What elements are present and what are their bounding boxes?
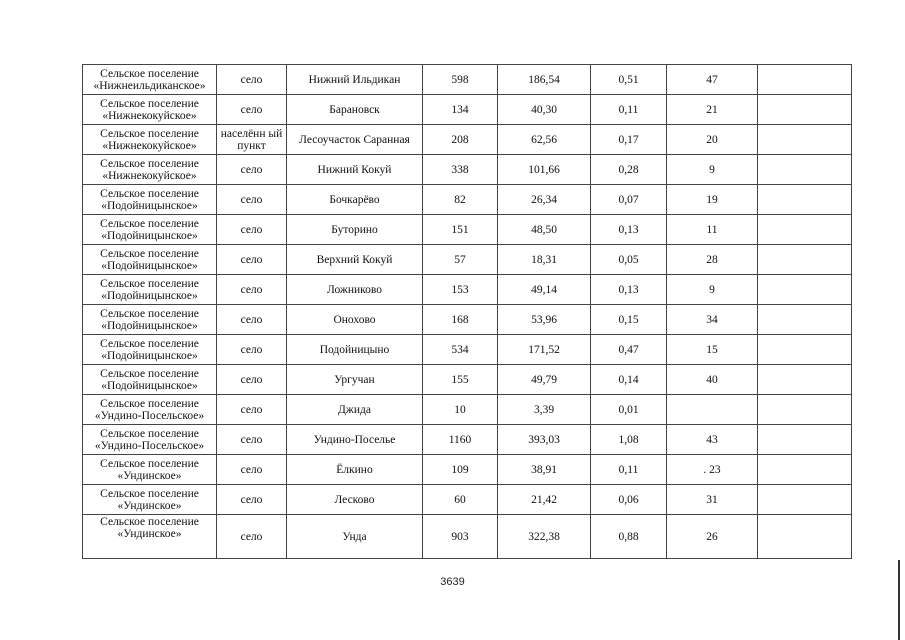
value-cell — [758, 215, 852, 245]
value-cell: 171,52 — [498, 335, 591, 365]
value-cell — [667, 395, 758, 425]
value-cell: 598 — [423, 65, 498, 95]
settlement-cell — [83, 95, 217, 125]
name-cell: Нижний Кокуй — [287, 155, 423, 185]
table-row — [83, 455, 852, 485]
settlement-line: «Подойницынское» — [101, 379, 198, 392]
settlement-cell — [83, 365, 217, 395]
value-cell: 10 — [423, 395, 498, 425]
value-cell: 47 — [667, 65, 758, 95]
settlement-cell — [83, 215, 217, 245]
table-row — [83, 425, 852, 455]
value-cell: 903 — [423, 515, 498, 559]
settlement-line: Сельское поселение — [100, 97, 199, 110]
table-row — [83, 185, 852, 215]
value-cell — [758, 485, 852, 515]
value-cell: 0,17 — [591, 125, 667, 155]
scan-edge-line — [898, 560, 900, 640]
name-cell: Онохово — [287, 305, 423, 335]
value-cell: 151 — [423, 215, 498, 245]
value-cell: 21 — [667, 95, 758, 125]
value-cell: 0,14 — [591, 365, 667, 395]
value-cell: 18,31 — [498, 245, 591, 275]
value-cell: 534 — [423, 335, 498, 365]
table-row — [83, 65, 852, 95]
settlement-cell — [83, 245, 217, 275]
value-cell — [758, 245, 852, 275]
value-cell: 34 — [667, 305, 758, 335]
settlement-line: «Нижнекокуйское» — [102, 139, 197, 152]
type-cell: село — [217, 305, 287, 335]
settlement-line: Сельское поселение — [100, 367, 199, 380]
value-cell: 40 — [667, 365, 758, 395]
type-cell: село — [217, 395, 287, 425]
value-cell: 49,14 — [498, 275, 591, 305]
name-cell: Лесково — [287, 485, 423, 515]
settlement-cell — [83, 515, 217, 559]
value-cell: 9 — [667, 155, 758, 185]
value-cell: 20 — [667, 125, 758, 155]
name-cell: Барановск — [287, 95, 423, 125]
settlement-line: «Ундинское» — [117, 499, 182, 512]
settlement-cell — [83, 455, 217, 485]
value-cell: 28 — [667, 245, 758, 275]
value-cell: 0,05 — [591, 245, 667, 275]
value-cell: 26 — [667, 515, 758, 559]
value-cell — [758, 65, 852, 95]
value-cell — [758, 515, 852, 559]
type-cell: село — [217, 515, 287, 559]
settlement-cell — [83, 155, 217, 185]
settlement-line: Сельское поселение — [100, 337, 199, 350]
value-cell: 0,88 — [591, 515, 667, 559]
table-row — [83, 155, 852, 185]
value-cell: 0,11 — [591, 95, 667, 125]
settlement-line: «Подойницынское» — [101, 349, 198, 362]
page-number: 3639 — [440, 576, 465, 588]
name-cell: Верхний Кокуй — [287, 245, 423, 275]
table-row — [83, 305, 852, 335]
table-row — [83, 245, 852, 275]
value-cell: 0,01 — [591, 395, 667, 425]
settlement-line: Сельское поселение — [100, 427, 199, 440]
type-cell: село — [217, 65, 287, 95]
value-cell: 1160 — [423, 425, 498, 455]
table-row — [83, 485, 852, 515]
value-cell: 21,42 — [498, 485, 591, 515]
value-cell: 0,51 — [591, 65, 667, 95]
name-cell: Ургучан — [287, 365, 423, 395]
value-cell: 40,30 — [498, 95, 591, 125]
type-cell: село — [217, 155, 287, 185]
name-cell: Лесоучасток Саранная — [287, 125, 423, 155]
value-cell — [758, 455, 852, 485]
value-cell: 11 — [667, 215, 758, 245]
table-row — [83, 365, 852, 395]
settlement-line: «Подойницынское» — [101, 199, 198, 212]
value-cell: 0,07 — [591, 185, 667, 215]
value-cell — [758, 95, 852, 125]
value-cell — [758, 275, 852, 305]
value-cell: 62,56 — [498, 125, 591, 155]
value-cell: 322,38 — [498, 515, 591, 559]
name-cell: Нижний Ильдикан — [287, 65, 423, 95]
name-cell: Ёлкино — [287, 455, 423, 485]
settlements-table — [82, 64, 852, 559]
settlement-line: Сельское поселение — [100, 277, 199, 290]
value-cell — [758, 335, 852, 365]
settlement-line: «Ундинское» — [117, 528, 182, 540]
value-cell: 49,79 — [498, 365, 591, 395]
table-row — [83, 515, 852, 559]
value-cell: 0,11 — [591, 455, 667, 485]
type-cell: село — [217, 455, 287, 485]
type-cell: село — [217, 275, 287, 305]
value-cell: 38,91 — [498, 455, 591, 485]
settlement-line: Сельское поселение — [100, 217, 199, 230]
settlement-line: Сельское поселение — [100, 127, 199, 140]
value-cell: 101,66 — [498, 155, 591, 185]
table-row — [83, 215, 852, 245]
settlement-line: Сельское поселение — [100, 516, 199, 528]
value-cell — [758, 185, 852, 215]
value-cell: 0,47 — [591, 335, 667, 365]
name-cell: Ложниково — [287, 275, 423, 305]
settlement-line: Сельское поселение — [100, 307, 199, 320]
value-cell — [758, 305, 852, 335]
settlement-line: «Ундинское» — [117, 469, 182, 482]
settlement-cell — [83, 395, 217, 425]
value-cell: . 23 — [667, 455, 758, 485]
settlement-line: «Подойницынское» — [101, 319, 198, 332]
settlement-cell — [83, 425, 217, 455]
settlement-cell — [83, 125, 217, 155]
settlement-cell — [83, 65, 217, 95]
value-cell: 0,28 — [591, 155, 667, 185]
name-cell: Бочкарёво — [287, 185, 423, 215]
value-cell: 186,54 — [498, 65, 591, 95]
settlement-line: Сельское поселение — [100, 67, 199, 80]
settlement-line: «Подойницынское» — [101, 289, 198, 302]
type-cell: село — [217, 335, 287, 365]
type-cell: село — [217, 185, 287, 215]
type-cell: село — [217, 245, 287, 275]
settlement-line: Сельское поселение — [100, 457, 199, 470]
table-body — [83, 65, 852, 559]
value-cell — [758, 395, 852, 425]
name-cell: Буторино — [287, 215, 423, 245]
type-cell: село — [217, 215, 287, 245]
value-cell: 57 — [423, 245, 498, 275]
value-cell: 19 — [667, 185, 758, 215]
settlement-line: Сельское поселение — [100, 187, 199, 200]
value-cell: 0,06 — [591, 485, 667, 515]
table-row — [83, 95, 852, 125]
value-cell: 0,15 — [591, 305, 667, 335]
value-cell: 153 — [423, 275, 498, 305]
settlement-line: Сельское поселение — [100, 247, 199, 260]
value-cell: 1,08 — [591, 425, 667, 455]
type-cell: населённ ый пункт — [217, 125, 287, 155]
value-cell: 15 — [667, 335, 758, 365]
name-cell: Унда — [287, 515, 423, 559]
settlement-cell — [83, 335, 217, 365]
type-cell: село — [217, 95, 287, 125]
table-row — [83, 275, 852, 305]
table-row — [83, 395, 852, 425]
value-cell: 82 — [423, 185, 498, 215]
table-row — [83, 335, 852, 365]
value-cell: 0,13 — [591, 275, 667, 305]
value-cell: 9 — [667, 275, 758, 305]
settlement-line: Сельское поселение — [100, 397, 199, 410]
settlement-line: «Подойницынское» — [101, 229, 198, 242]
settlement-cell — [83, 275, 217, 305]
settlement-cell — [83, 305, 217, 335]
value-cell: 31 — [667, 485, 758, 515]
value-cell: 0,13 — [591, 215, 667, 245]
settlement-line: Сельское поселение — [100, 487, 199, 500]
value-cell: 134 — [423, 95, 498, 125]
value-cell: 208 — [423, 125, 498, 155]
value-cell: 60 — [423, 485, 498, 515]
table-row — [83, 125, 852, 155]
settlement-line: «Нижнеильдиканское» — [93, 79, 206, 92]
settlement-cell — [83, 185, 217, 215]
settlement-cell — [83, 485, 217, 515]
value-cell: 109 — [423, 455, 498, 485]
settlement-line: «Нижнекокуйское» — [102, 169, 197, 182]
type-cell: село — [217, 365, 287, 395]
name-cell: Подойницыно — [287, 335, 423, 365]
name-cell: Ундино-Поселье — [287, 425, 423, 455]
settlement-line: «Нижнекокуйское» — [102, 109, 197, 122]
settlement-line: «Ундино-Посельское» — [94, 409, 205, 422]
value-cell: 53,96 — [498, 305, 591, 335]
value-cell: 48,50 — [498, 215, 591, 245]
value-cell — [758, 425, 852, 455]
value-cell: 155 — [423, 365, 498, 395]
name-cell: Джида — [287, 395, 423, 425]
value-cell: 26,34 — [498, 185, 591, 215]
value-cell — [758, 365, 852, 395]
value-cell: 43 — [667, 425, 758, 455]
type-cell: село — [217, 485, 287, 515]
settlement-line: «Ундино-Посельское» — [94, 439, 205, 452]
value-cell: 168 — [423, 305, 498, 335]
value-cell: 338 — [423, 155, 498, 185]
value-cell: 3,39 — [498, 395, 591, 425]
value-cell: 393,03 — [498, 425, 591, 455]
settlement-line: Сельское поселение — [100, 157, 199, 170]
type-cell: село — [217, 425, 287, 455]
settlement-line: «Подойницынское» — [101, 259, 198, 272]
value-cell — [758, 155, 852, 185]
value-cell — [758, 125, 852, 155]
